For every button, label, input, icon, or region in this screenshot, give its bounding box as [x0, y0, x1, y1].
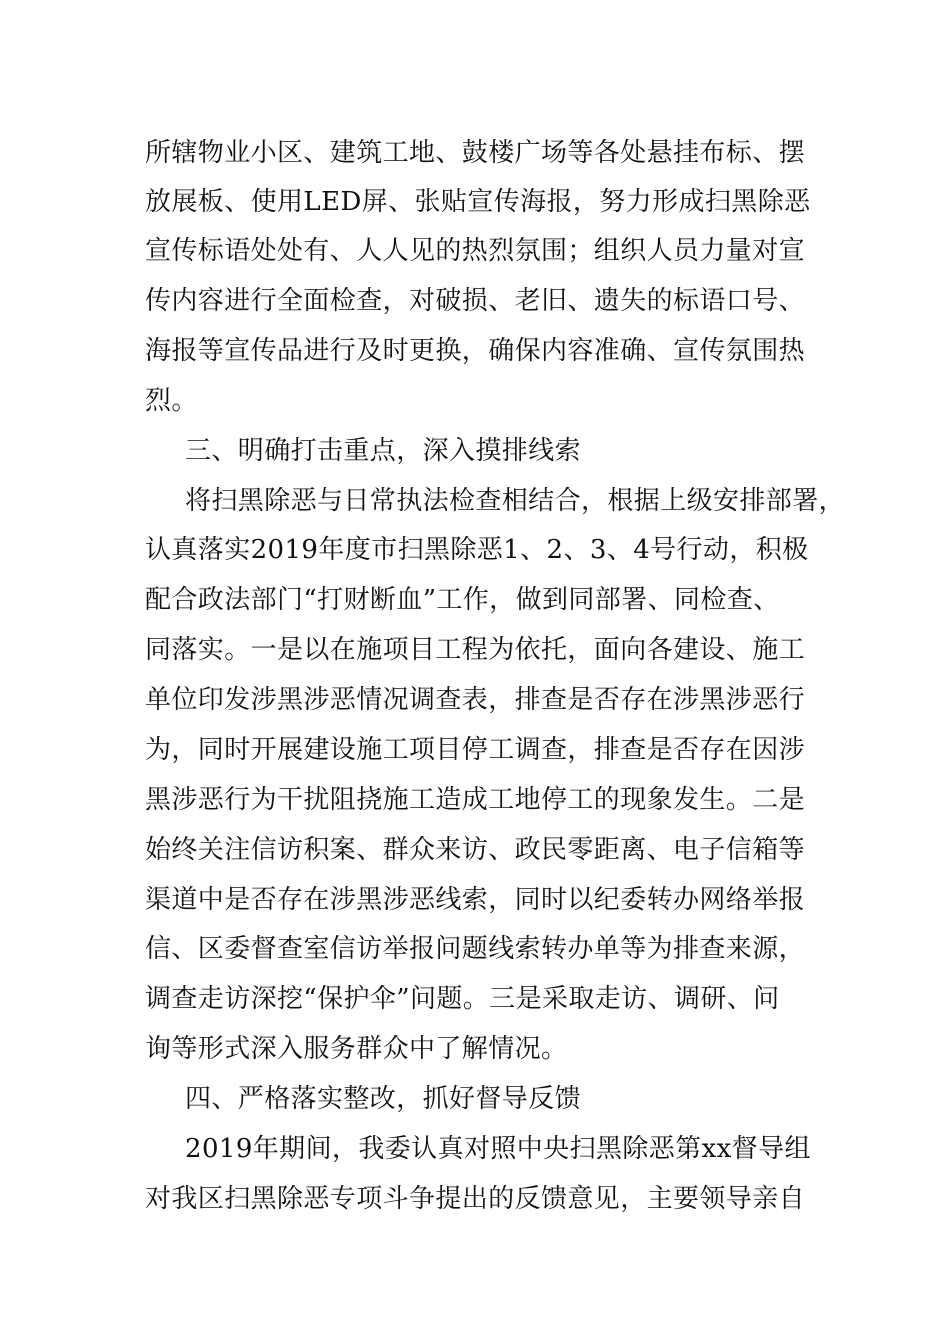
text-line: 始终关注信访积案、群众来访、政民零距离、电子信箱等	[145, 835, 806, 865]
text-line: 2019年期间，我委认真对照中央扫黑除恶第xx督导组	[185, 1134, 811, 1164]
section-heading: 四、严格落实整改，抓好督导反馈	[185, 1084, 582, 1114]
text-line: 烈。	[145, 386, 198, 416]
text-line: 传内容进行全面检查，对破损、老旧、遗失的标语口号、	[145, 286, 806, 316]
text-line: 询等形式深入服务群众中了解情况。	[145, 1034, 568, 1064]
text-line: 单位印发涉黑涉恶情况调查表，排查是否存在涉黑涉恶行	[145, 685, 806, 715]
text-line: 宣传标语处处有、人人见的热烈氛围；组织人员力量对宣	[145, 236, 806, 266]
text-line: 同落实。一是以在施项目工程为依托，面向各建设、施工	[145, 635, 806, 665]
text-line: 所辖物业小区、建筑工地、鼓楼广场等各处悬挂布标、摆	[145, 138, 806, 168]
text-line: 放展板、使用LED屏、张贴宣传海报，努力形成扫黑除恶	[145, 187, 811, 217]
text-line: 调查走访深挖“保护伞”问题。三是采取走访、调研、问	[145, 984, 780, 1014]
text-line: 对我区扫黑除恶专项斗争提出的反馈意见，主要领导亲自	[145, 1184, 806, 1214]
text-line: 渠道中是否存在涉黑涉恶线索，同时以纪委转办网络举报	[145, 885, 806, 915]
text-line: 信、区委督查室信访举报问题线索转办单等为排查来源，	[145, 934, 806, 964]
text-line: 为，同时开展建设施工项目停工调查，排查是否存在因涉	[145, 735, 806, 765]
text-line: 认真落实2019年度市扫黑除恶1、2、3、4号行动，积极	[145, 535, 809, 565]
text-line: 海报等宣传品进行及时更换，确保内容准确、宣传氛围热	[145, 336, 806, 366]
section-heading: 三、明确打击重点，深入摸排线索	[185, 436, 582, 466]
text-line: 将扫黑除恶与日常执法检查相结合，根据上级安排部署，	[185, 486, 846, 516]
text-line: 配合政法部门“打财断血”工作，做到同部署、同检查、	[145, 585, 780, 615]
text-line: 黑涉恶行为干扰阻挠施工造成工地停工的现象发生。二是	[145, 785, 806, 815]
